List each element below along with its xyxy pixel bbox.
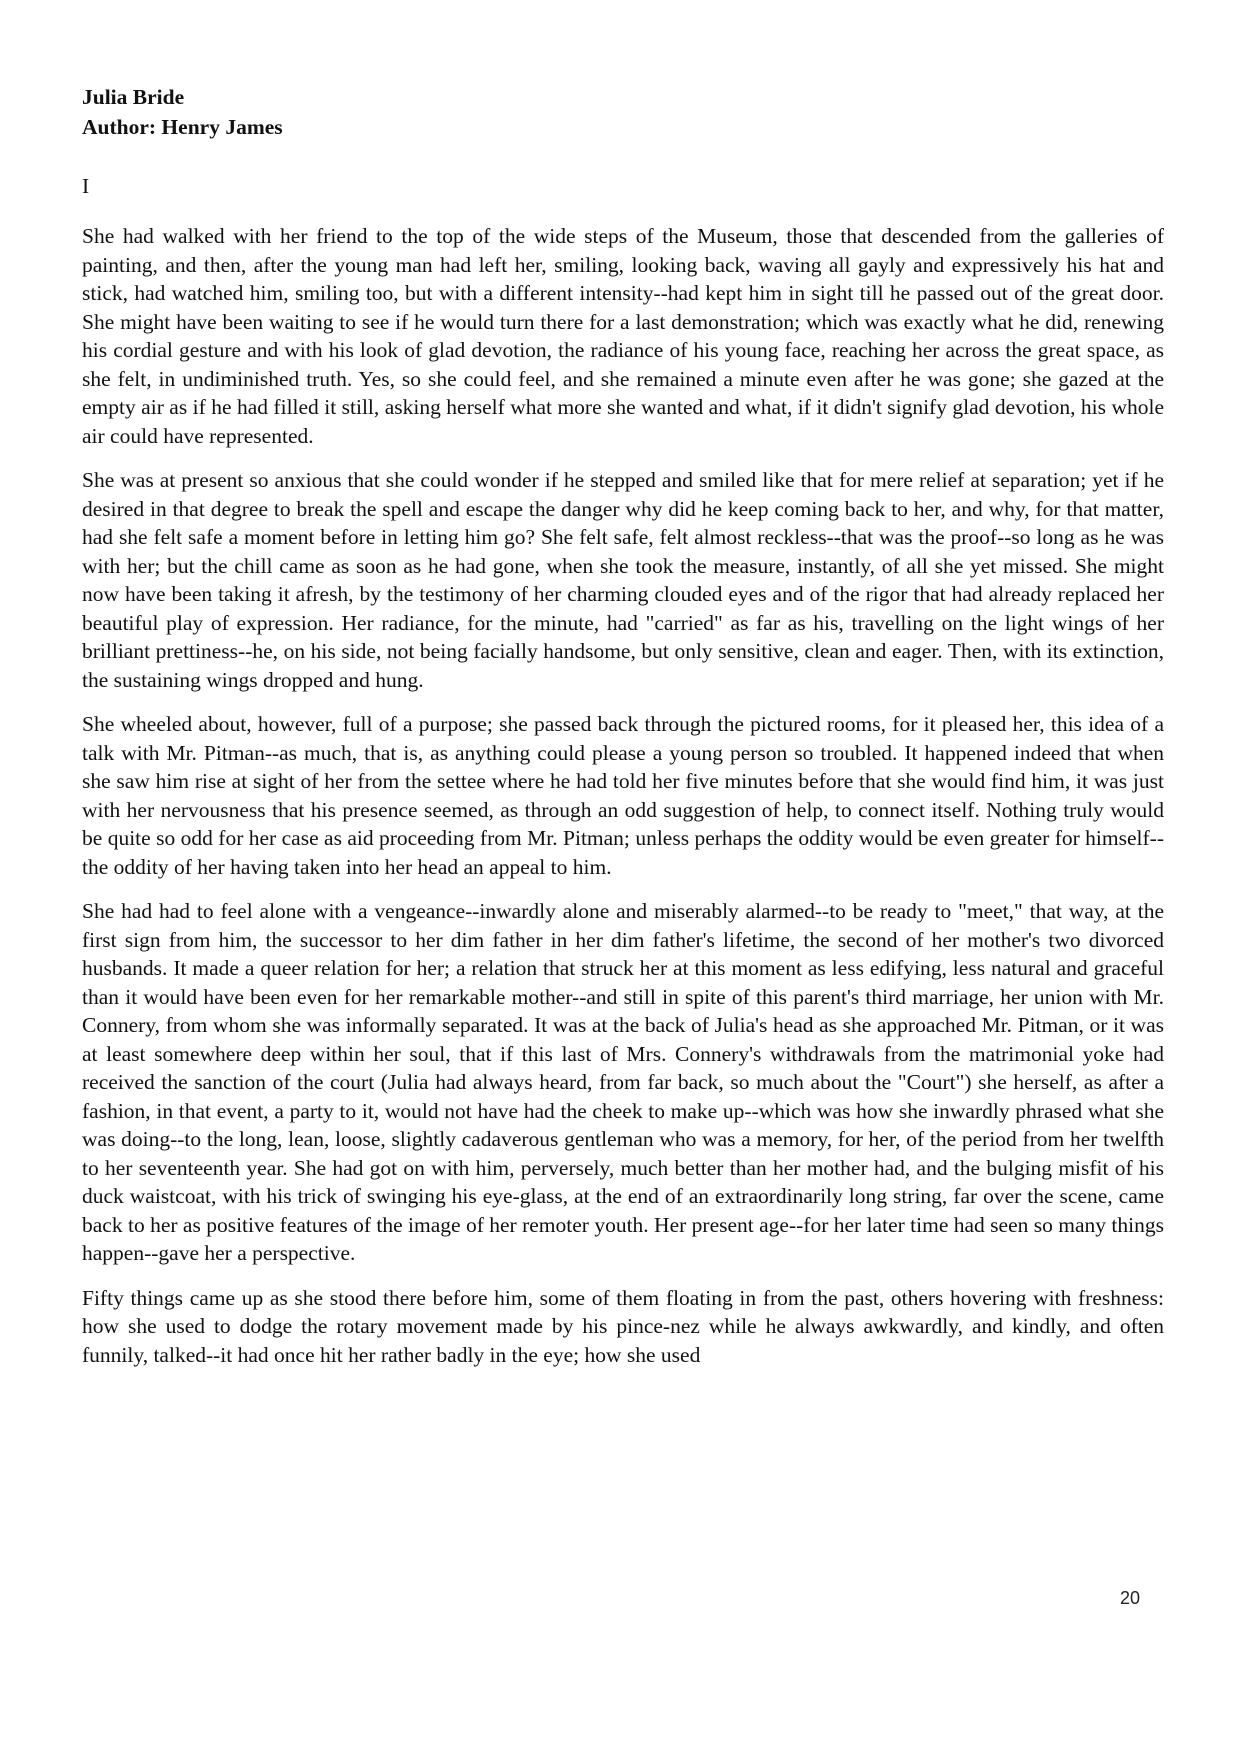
paragraph-5: Fifty things came up as she stood there before him, some of them floating in from the past, others hovering with freshness: how she used to dodge the rotary movement made by his pince-nez while he always awkwardly, and kindly, and often funnily, talked--it had once hit her rather badly in the eye; how she used	[82, 1285, 1164, 1367]
page-number: 20	[1120, 1588, 1141, 1608]
paragraph-4: She had had to feel alone with a vengeance--inwardly alone and miserably alarmed--to be ready to "meet," that way, at the first sign from him, the successor to her dim father in her dim father's lifetime, the second of her mother's two divorced husbands. It made a queer relation for her; a relation that struck her at this moment as less edifying, less natural and graceful than it would have been even for her remarkable mother--and still in spite of this parent's third marriage, her union with Mr. Connery, from whom she was informally separated. It was at the back of Julia's head as she approached Mr. Pitman, or it was at least somewhere deep within her soul, that if this last of Mrs. Connery's withdrawals from the matrimonial yoke had received the sanction of the court (Julia had always heard, from far back, so much about the "Court") she herself, as after a fashion, in that event, a party to it, would not have had the cheek to make up--which was how she inwardly phrased what she was doing--to the long, lean, loose, slightly cadaverous gentleman who was a memory, for her, of the period from her twelfth to her seventeenth year. She had got on with him, perversely, much better than her mother had, and the bulging misfit of his duck waistcoat, with his trick of swinging his eye-glass, at the end of an extraordinarily long string, far over the scene, came back to her as positive features of the image of her remoter youth. Her present age--for her later time had seen so many things happen--gave her a perspective.	[82, 899, 1164, 1265]
document-page	[82, 82, 1164, 1385]
title-block	[82, 82, 1164, 142]
paragraph-2: She was at present so anxious that she could wonder if he stepped and smiled like that for mere relief at separation; yet if he desired in that degree to break the spell and escape the danger why did he keep coming back to her, and why, for that matter, had she felt safe a moment before in letting him go? She felt safe, felt almost reckless--that was the proof--so long as he was with her; but the chill came as soon as he had gone, when she took the measure, instantly, of all she yet missed. She might now have been taking it afresh, by the testimony of her charming clouded eyes and of the rigor that had already replaced her beautiful play of expression. Her radiance, for the minute, had "carried" as far as his, travelling on the light wings of her brilliant prettiness--he, on his side, not being facially handsome, but only sensitive, clean and eager. Then, with its extinction, the sustaining wings dropped and hung.	[82, 468, 1164, 692]
paragraph-3: She wheeled about, however, full of a purpose; she passed back through the pictured rooms, for it pleased her, this idea of a talk with Mr. Pitman--as much, that is, as anything could please a young person so troubled. It happened indeed that when she saw him rise at sight of her from the settee where he had told her five minutes before that she would find him, it was just with her nervousness that his presence seemed, as through an odd suggestion of help, to connect itself. Nothing truly would be quite so odd for her case as aid proceeding from Mr. Pitman; unless perhaps the oddity would be even greater for himself--the oddity of her having taken into her head an appeal to him.	[82, 712, 1164, 879]
chapter-heading: I	[82, 174, 90, 198]
book-title: Julia Bride	[82, 85, 185, 109]
paragraph-1: She had walked with her friend to the top of the wide steps of the Museum, those that descended from the galleries of painting, and then, after the young man had left her, smiling, looking back, waving all gayly and expressively his hat and stick, had watched him, smiling too, but with a different intensity--had kept him in sight till he passed out of the great door. She might have been waiting to see if he would turn there for a last demonstration; which was exactly what he did, renewing his cordial gesture and with his look of glad devotion, the radiance of his young face, reaching her across the great space, as she felt, in undiminished truth. Yes, so she could feel, and she remained a minute even after he was gone; she gazed at the empty air as if he had filled it still, asking herself what more she wanted and what, if it didn't signify glad devotion, his whole air could have represented.	[82, 224, 1164, 448]
author-line: Author: Henry James	[82, 115, 283, 139]
